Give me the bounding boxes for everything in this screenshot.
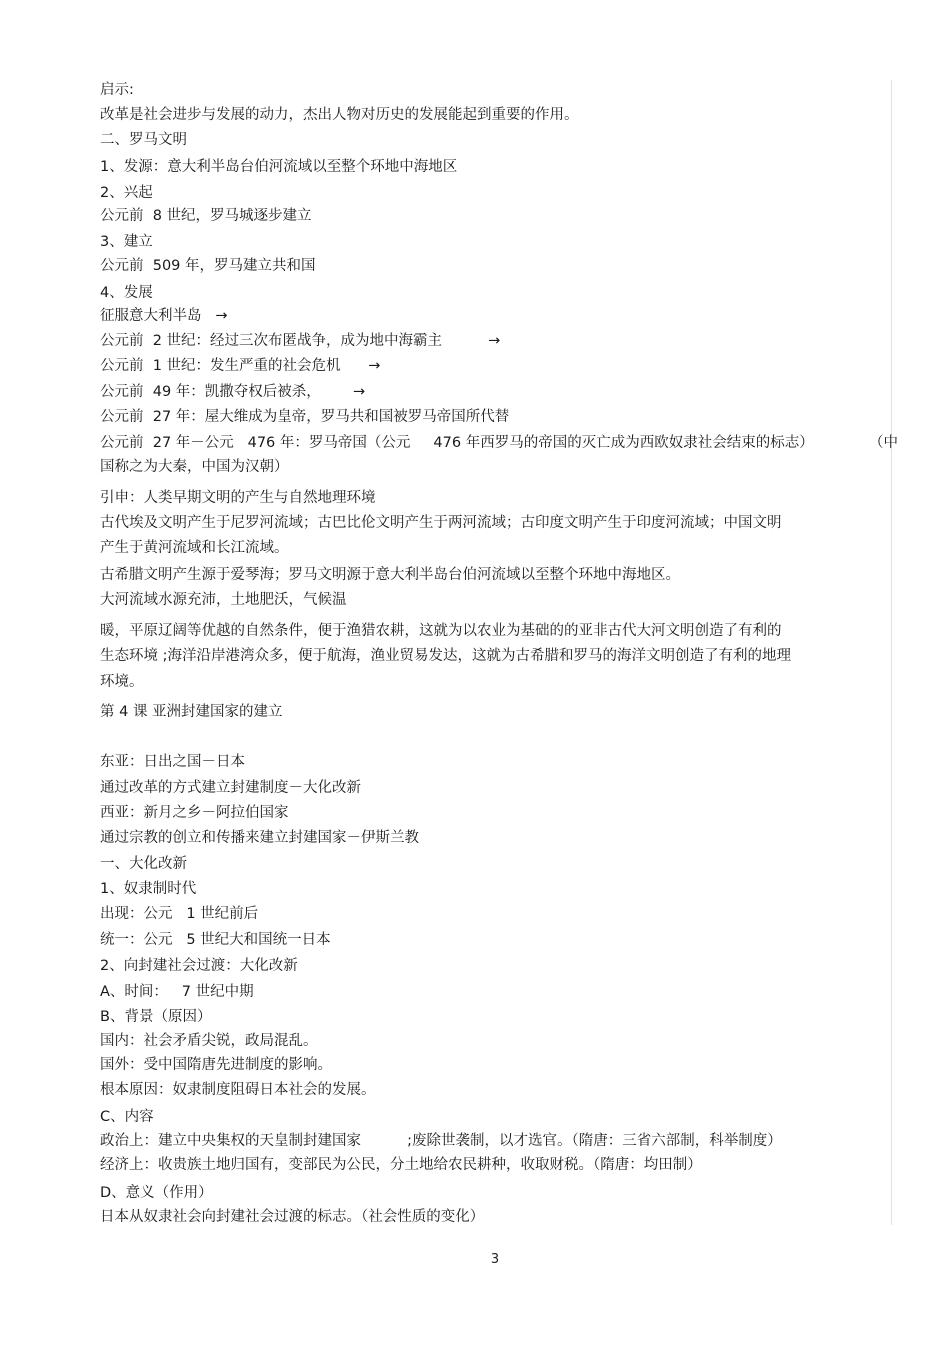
text-line: 2、兴起 [100,185,153,201]
text-line: D、意义（作用） [100,1185,213,1201]
page-number: 3 [490,1252,500,1267]
text-line: 古希腊文明产生源于爱琴海；罗马文明源于意大利半岛台伯河流域以至整个环地中海地区。 [100,567,680,583]
text-line: 产生于黄河流域和长江流域。 [100,540,289,556]
text-line: 经济上：收贵族土地归国有，变部民为公民，分土地给农民耕种，收取财税。（隋唐：均田制） [100,1157,702,1173]
text-line: 公元前 27 年－公元 476 年：罗马帝国（公元 476 年西罗马的帝国的灭亡成为西欧奴隶社会结束的标志） （中 [100,435,899,451]
text-line: 暖，平原辽阔等优越的自然条件，便于渔猎农耕，这就为以农业为基础的的亚非古代大河文明创造了有利的 [100,623,782,639]
text-line: 根本原因：奴隶制度阻碍日本社会的发展。 [100,1082,376,1098]
text-line: 公元前 27 年：屋大维成为皇帝，罗马共和国被罗马帝国所代替 [100,409,510,425]
text-line: 改革是社会进步与发展的动力，杰出人物对历史的发展能起到重要的作用。 [100,107,579,123]
text-line: A、时间： 7 世纪中期 [100,984,254,1000]
text-line: 启示: [100,82,134,98]
text-line: 日本从奴隶社会向封建社会过渡的标志。（社会性质的变化） [100,1209,485,1225]
text-line: 公元前 1 世纪：发生严重的社会危机 → [100,358,381,374]
text-line: 大河流域水源充沛，土地肥沃，气候温 [100,592,347,608]
text-line: 通过改革的方式建立封建制度－大化改新 [100,780,361,796]
text-line: 国称之为大秦，中国为汉朝） [100,459,289,475]
text-line: 3、建立 [100,234,153,250]
text-line: 1、发源：意大利半岛台伯河流域以至整个环地中海地区 [100,159,458,175]
text-line: 公元前 49 年：凯撒夺权后被杀， → [100,384,366,400]
text-line: 征服意大利半岛 → [100,308,228,324]
text-line: B、背景（原因） [100,1009,212,1025]
text-line: C、内容 [100,1109,154,1125]
text-line: 环境。 [100,674,144,690]
text-line: 1、奴隶制时代 [100,881,197,897]
text-line: 国外：受中国隋唐先进制度的影响。 [100,1057,332,1073]
text-line: 古代埃及文明产生于尼罗河流域；古巴比伦文明产生于两河流域；古印度文明产生于印度河流域；中国文明 [100,515,782,531]
text-line: 通过宗教的创立和传播来建立封建国家－伊斯兰教 [100,830,419,846]
section-heading: 一、大化改新 [100,856,187,872]
text-line: 生态环境 ;海洋沿岸港湾众多，便于航海，渔业贸易发达，这就为古希腊和罗马的海洋文明创造了有利的地理 [100,648,791,664]
text-line: 东亚：日出之国－日本 [100,754,245,770]
text-line: 4、发展 [100,285,153,301]
text-line: 出现：公元 1 世纪前后 [100,906,259,922]
text-line: 统一：公元 5 世纪大和国统一日本 [100,932,331,948]
section-heading: 二、罗马文明 [100,132,187,148]
text-line: 公元前 2 世纪：经过三次布匿战争，成为地中海霸主 → [100,333,501,349]
text-line: 国内：社会矛盾尖锐，政局混乱。 [100,1033,318,1049]
text-line: 引申：人类早期文明的产生与自然地理环境 [100,490,376,506]
text-line: 西亚：新月之乡－阿拉伯国家 [100,805,289,821]
text-line: 公元前 509 年，罗马建立共和国 [100,258,316,274]
text-line: 政治上：建立中央集权的天皇制封建国家 ;废除世袭制，以才选官。（隋唐：三省六部制，科举制度） [100,1133,782,1149]
text-line: 公元前 8 世纪，罗马城逐步建立 [100,208,312,224]
text-line: 2、向封建社会过渡：大化改新 [100,958,298,974]
lesson-title: 第 4 课 亚洲封建国家的建立 [100,704,283,720]
margin-rule [891,80,892,1225]
